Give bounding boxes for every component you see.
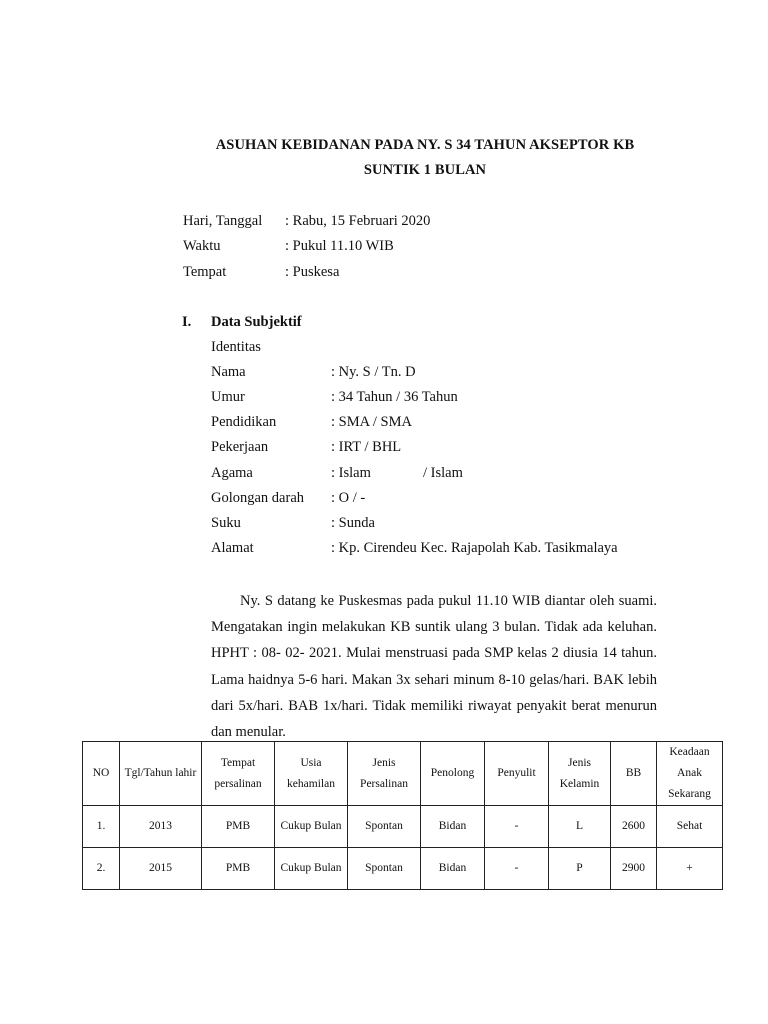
- visit-info-label: Tempat: [183, 264, 227, 280]
- identity-label: Golongan darah: [211, 490, 305, 506]
- table-cell: 1.: [83, 806, 120, 848]
- table-header-cell: Usia kehamilan: [275, 742, 348, 806]
- table-row: [83, 806, 723, 848]
- table-cell: 2013: [120, 806, 202, 848]
- table-header-cell: Tgl/Tahun lahir: [120, 742, 202, 806]
- table-cell: Spontan: [348, 806, 421, 848]
- identity-value: : IRT / BHL: [331, 439, 402, 455]
- table-cell: 2015: [120, 848, 202, 890]
- visit-info-value: : Puskesa: [285, 264, 340, 280]
- identity-label: Pekerjaan: [211, 439, 269, 455]
- visit-info-label: Waktu: [183, 238, 221, 254]
- title-line-1: ASUHAN KEBIDANAN PADA NY. S 34 TAHUN AKSEPTOR KB: [215, 137, 635, 153]
- table-cell: Sehat: [657, 806, 723, 848]
- table-cell: Cukup Bulan: [275, 848, 348, 890]
- identity-value: : SMA / SMA: [331, 414, 412, 430]
- table-cell: 2600: [611, 806, 657, 848]
- visit-info-value: : Pukul 11.10 WIB: [285, 238, 394, 254]
- table-cell: PMB: [202, 806, 275, 848]
- table-cell: P: [549, 848, 611, 890]
- table-cell: 2900: [611, 848, 657, 890]
- table-cell: -: [485, 806, 549, 848]
- obstetric-history-table: [82, 741, 723, 890]
- table-header-cell: BB: [611, 742, 657, 806]
- identity-value: : Kp. Cirendeu Kec. Rajapolah Kab. Tasikmalaya: [331, 540, 618, 556]
- table-cell: -: [485, 848, 549, 890]
- identity-label: Nama: [211, 364, 246, 380]
- identity-label: Umur: [211, 389, 245, 405]
- identity-value: : 34 Tahun / 36 Tahun: [331, 389, 458, 405]
- identity-value: : Islam: [331, 465, 371, 481]
- table-cell: PMB: [202, 848, 275, 890]
- visit-info-value: : Rabu, 15 Februari 2020: [285, 213, 431, 229]
- identity-heading: Identitas: [211, 339, 261, 355]
- visit-info-label: Hari, Tanggal: [183, 213, 263, 229]
- section-title: Data Subjektif: [211, 314, 302, 330]
- identity-label: Suku: [211, 515, 241, 531]
- table-cell: Bidan: [421, 848, 485, 890]
- table-header-cell: Jenis Kelamin: [549, 742, 611, 806]
- table-header-cell: NO: [83, 742, 120, 806]
- table-cell: 2.: [83, 848, 120, 890]
- table-cell: Spontan: [348, 848, 421, 890]
- identity-value: : Sunda: [331, 515, 375, 531]
- section-number: I.: [182, 314, 192, 330]
- identity-value: : O / -: [331, 490, 366, 506]
- table-cell: +: [657, 848, 723, 890]
- identity-label: Alamat: [211, 540, 254, 556]
- table-cell: Bidan: [421, 806, 485, 848]
- identity-label: Pendidikan: [211, 414, 277, 430]
- table-header-row: [83, 742, 723, 806]
- identity-value-spouse: / Islam: [423, 465, 463, 481]
- table-header-cell: Penyulit: [485, 742, 549, 806]
- table-header-cell: Penolong: [421, 742, 485, 806]
- identity-value: : Ny. S / Tn. D: [331, 364, 416, 380]
- table-header-cell: Keadaan Anak Sekarang: [657, 742, 723, 806]
- table-cell: Cukup Bulan: [275, 806, 348, 848]
- title-line-2: SUNTIK 1 BULAN: [363, 162, 487, 178]
- subjective-paragraph: Ny. S datang ke Puskesmas pada pukul 11.10 WIB diantar oleh suami. Mengatakan ingin melakukan KB suntik ulang 3 bulan. Tidak ada keluhan. HPHT : 08- 02- 2021. Mulai menstruasi pada SMP kelas 2 diusia 14 tahun. Lama haidnya 5-6 hari. Makan 3x sehari minum 8-10 gelas/hari. BAK lebih dari 5x/hari. BAB 1x/hari. Tidak memiliki riwayat penyakit berat menurun dan menular.: [211, 593, 657, 741]
- table-header-cell: Tempat persalinan: [202, 742, 275, 806]
- table-cell: L: [549, 806, 611, 848]
- table-row: [83, 848, 723, 890]
- table-header-cell: Jenis Persalinan: [348, 742, 421, 806]
- identity-label: Agama: [211, 465, 253, 481]
